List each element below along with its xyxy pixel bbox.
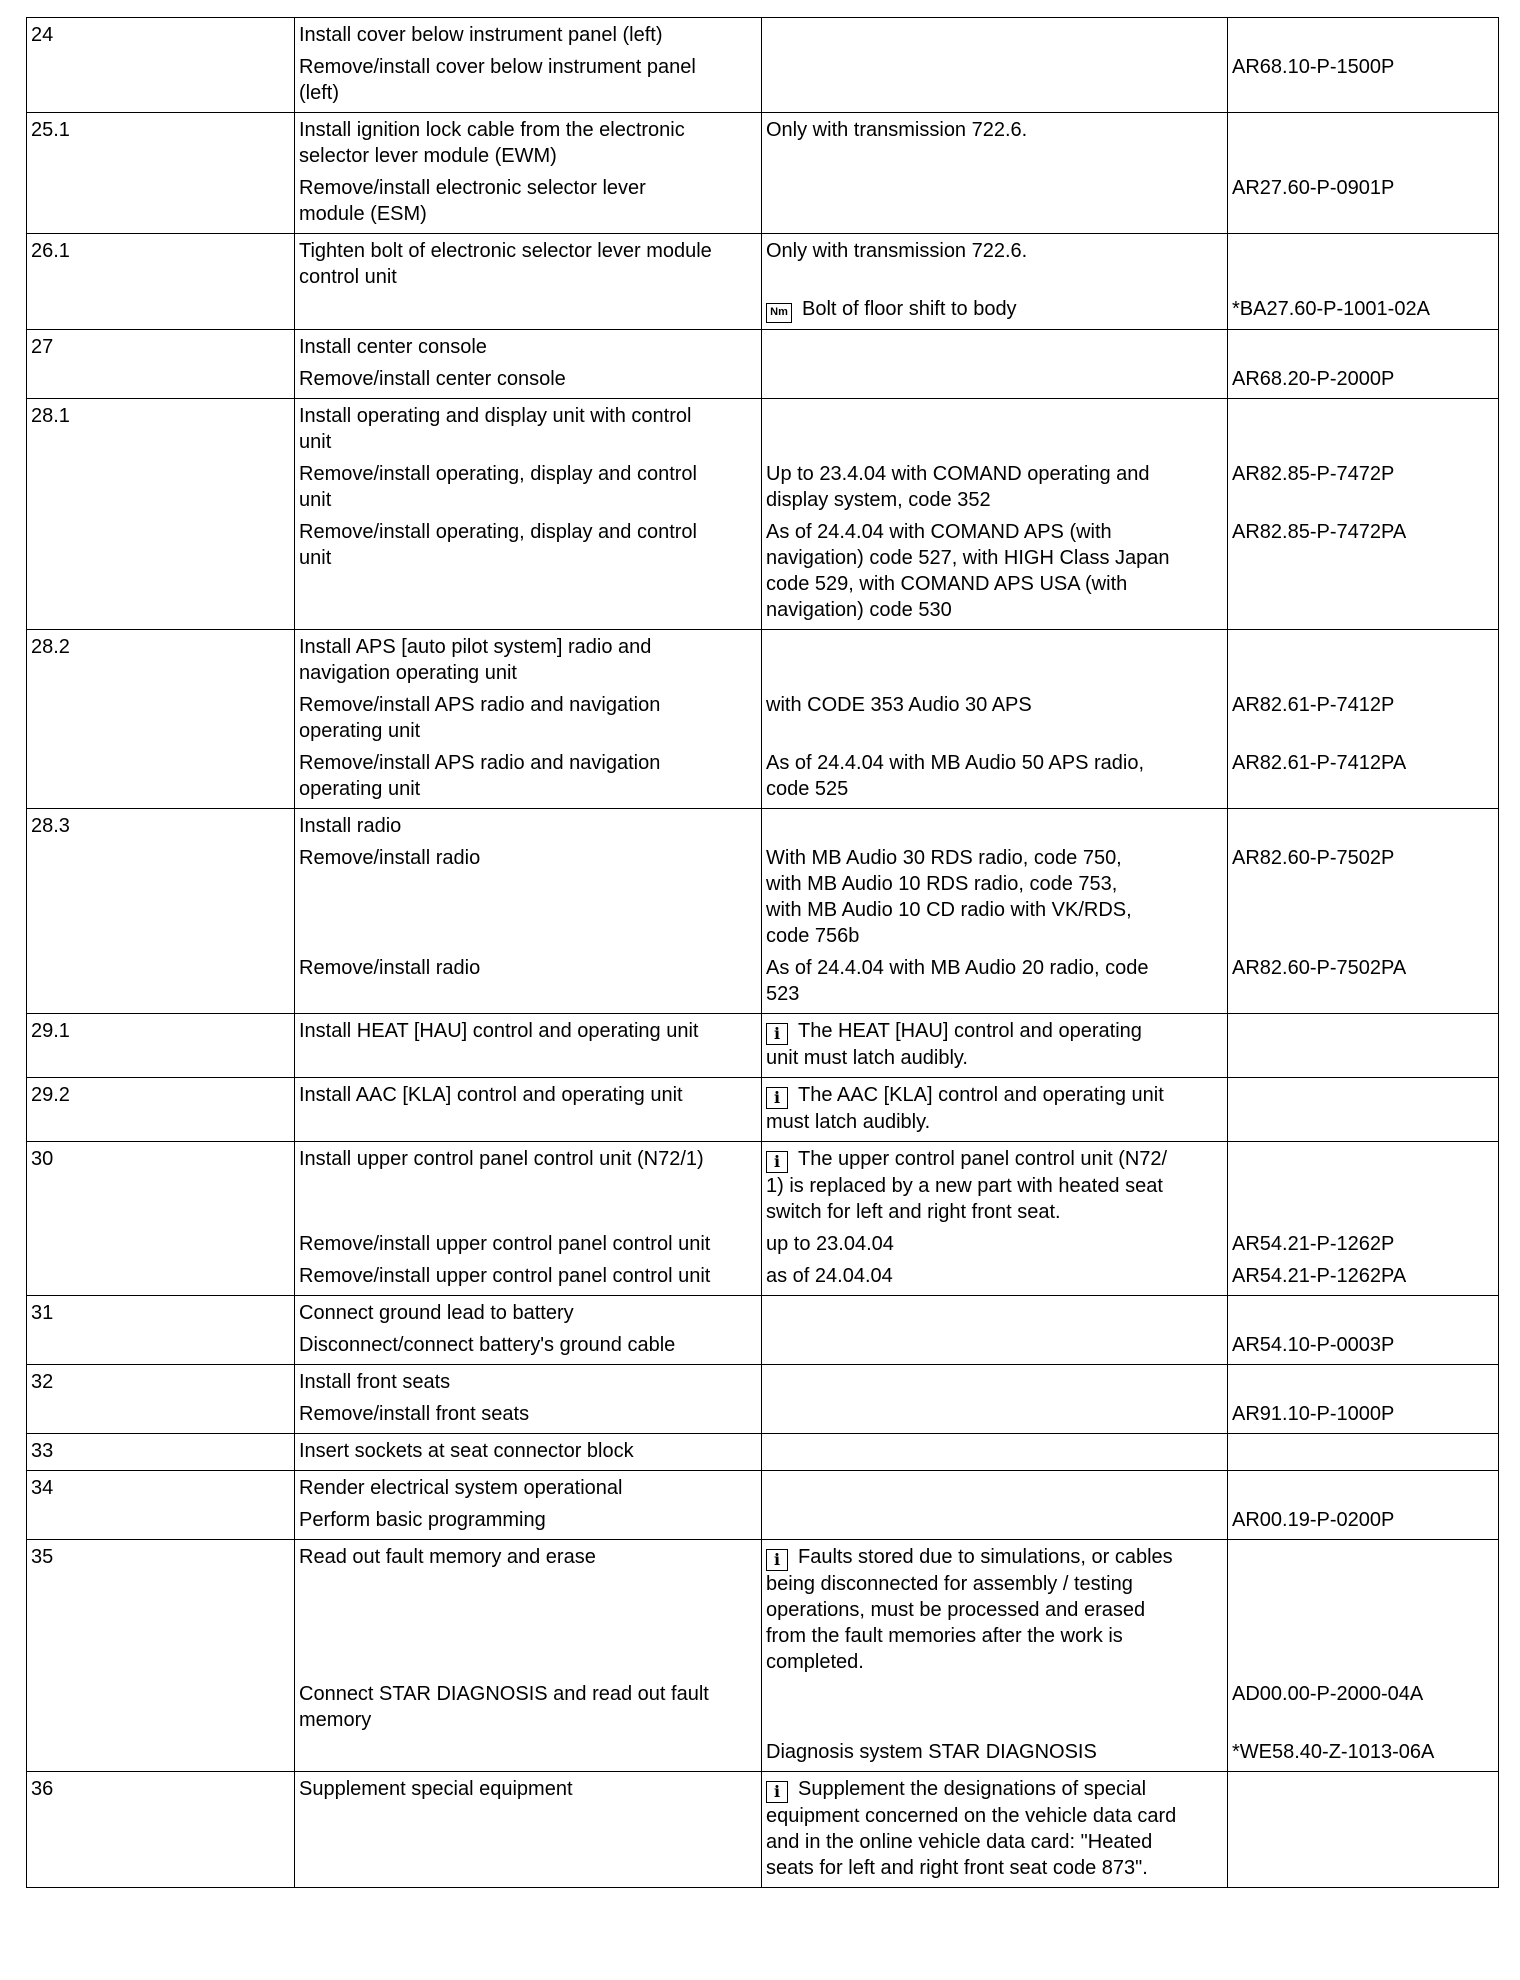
table-row [27,1471,1499,1540]
step-reference-text: AD00.00-P-2000-04A [1232,1683,1424,1705]
step-note [766,461,1223,513]
step-reference [1232,1300,1494,1326]
step-note-text: As of 24.4.04 with COMAND APS (with navigation) code 527, with HIGH Class Japan code 529, with COMAND APS USA (with navigation) code 530 [766,521,1170,621]
step-description [299,1681,757,1733]
step-number: 32 [27,1365,295,1434]
step-note-cell [762,1772,1228,1888]
step-description-cell [295,1014,762,1078]
step-reference [1232,692,1494,744]
step-note-text: Supplement the designations of special equipment concerned on the vehicle data card and in the online vehicle data card: "Heated seats for left and right front seat code 873". [766,1778,1177,1879]
step-note-text: with CODE 353 Audio 30 APS [766,694,1032,716]
step-note [766,1544,1223,1675]
step-description-cell [295,1772,762,1888]
step-note [766,403,1223,455]
step-note [766,1263,1223,1289]
step-description-text: Remove/install electronic selector lever module (ESM) [299,177,646,225]
step-description-cell [295,1471,762,1540]
torque-nm-icon: Nm [766,303,792,323]
step-number: 35 [27,1540,295,1772]
step-note [766,1146,1223,1225]
step-reference [1232,750,1494,802]
step-reference [1232,1739,1494,1765]
step-note [766,366,1223,392]
step-note-text: Only with transmission 722.6. [766,240,1028,262]
step-note [766,117,1223,169]
step-description-cell [295,113,762,234]
step-reference-cell [1228,1296,1499,1365]
step-description [299,1082,757,1135]
step-description-text: Perform basic programming [299,1509,546,1531]
step-description [299,813,757,839]
step-description [299,1739,757,1765]
step-description-text: Install upper control panel control unit (N72/1) [299,1148,704,1170]
step-description [299,1300,757,1326]
step-description [299,845,757,949]
step-description [299,1507,757,1533]
step-reference [1232,296,1494,323]
step-number: 34 [27,1471,295,1540]
step-note-text: Only with transmission 722.6. [766,119,1028,141]
step-note [766,813,1223,839]
step-reference-cell [1228,399,1499,630]
step-description-text: Connect ground lead to battery [299,1302,574,1324]
step-description-text: Remove/install APS radio and navigation operating unit [299,694,661,742]
info-icon: i [766,1549,788,1571]
step-note-text: up to 23.04.04 [766,1233,894,1255]
step-reference [1232,1332,1494,1358]
step-reference [1232,1507,1494,1533]
step-number: 31 [27,1296,295,1365]
step-description [299,22,757,48]
step-note [766,1438,1223,1464]
step-reference [1232,1438,1494,1464]
step-reference-cell [1228,1772,1499,1888]
step-description-cell [295,330,762,399]
step-note [766,519,1223,623]
step-description [299,519,757,623]
step-description [299,1544,757,1675]
step-description [299,1018,757,1071]
info-icon: i [766,1087,788,1109]
step-note-text: The HEAT [HAU] control and operating unit must latch audibly. [766,1020,1142,1069]
step-description [299,175,757,227]
step-note [766,634,1223,686]
step-reference [1232,238,1494,290]
step-description-text: Install center console [299,336,487,358]
table-row [27,1142,1499,1296]
step-number: 28.2 [27,630,295,809]
step-description [299,1146,757,1225]
step-reference-text: AR54.21-P-1262PA [1232,1265,1407,1287]
step-reference-text: *BA27.60-P-1001-02A [1232,298,1430,320]
step-description [299,238,757,290]
step-description-text: Install APS [auto pilot system] radio and navigation operating unit [299,636,652,684]
step-number: 26.1 [27,234,295,330]
step-description-text: Install AAC [KLA] control and operating unit [299,1084,683,1106]
step-reference-text: AR82.61-P-7412P [1232,694,1395,716]
step-description-cell [295,1434,762,1471]
step-number: 24 [27,18,295,113]
step-description-cell [295,1540,762,1772]
step-reference [1232,1681,1494,1733]
table-row [27,1434,1499,1471]
step-description [299,403,757,455]
step-note [766,54,1223,106]
table-row [27,1365,1499,1434]
step-description-cell [295,630,762,809]
step-reference-cell [1228,630,1499,809]
step-note [766,1300,1223,1326]
step-reference [1232,1018,1494,1071]
table-row [27,330,1499,399]
step-reference [1232,1082,1494,1135]
step-reference [1232,1475,1494,1501]
step-reference-cell [1228,18,1499,113]
step-reference [1232,955,1494,1007]
step-description [299,334,757,360]
step-reference-cell [1228,330,1499,399]
step-number: 29.1 [27,1014,295,1078]
step-description-text: Read out fault memory and erase [299,1546,596,1568]
step-reference [1232,22,1494,48]
step-reference-cell [1228,1078,1499,1142]
step-note [766,296,1223,323]
step-note-cell [762,399,1228,630]
procedure-table [26,17,1499,1888]
step-reference-text: AR82.60-P-7502PA [1232,957,1407,979]
step-note [766,1401,1223,1427]
table-row [27,1078,1499,1142]
step-note-cell [762,1142,1228,1296]
step-note [766,334,1223,360]
step-reference-text: AR27.60-P-0901P [1232,177,1395,199]
step-note-text: as of 24.04.04 [766,1265,893,1287]
step-note-text: The AAC [KLA] control and operating unit must latch audibly. [766,1084,1164,1133]
step-description-cell [295,1078,762,1142]
step-reference [1232,634,1494,686]
step-reference-cell [1228,1471,1499,1540]
step-note-text: Up to 23.4.04 with COMAND operating and display system, code 352 [766,463,1150,511]
step-description [299,1401,757,1427]
table-row [27,809,1499,1014]
step-description-cell [295,18,762,113]
step-description-text: Connect STAR DIAGNOSIS and read out fault memory [299,1683,709,1731]
step-description [299,117,757,169]
step-reference [1232,1263,1494,1289]
step-note-cell [762,234,1228,330]
step-note-cell [762,1078,1228,1142]
step-reference [1232,1401,1494,1427]
step-number: 28.1 [27,399,295,630]
step-number: 29.2 [27,1078,295,1142]
step-reference [1232,175,1494,227]
step-note-cell [762,1014,1228,1078]
step-note [766,955,1223,1007]
step-note [766,1332,1223,1358]
step-description-text: Remove/install APS radio and navigation operating unit [299,752,661,800]
step-note-cell [762,18,1228,113]
step-note [766,692,1223,744]
step-reference [1232,813,1494,839]
step-note-text: As of 24.4.04 with MB Audio 20 radio, code 523 [766,957,1149,1005]
step-number: 33 [27,1434,295,1471]
step-reference-text: AR82.60-P-7502P [1232,847,1395,869]
step-number: 25.1 [27,113,295,234]
table-row [27,1540,1499,1772]
step-description-cell [295,399,762,630]
step-reference [1232,54,1494,106]
step-reference-text: AR82.61-P-7412PA [1232,752,1407,774]
step-description-text: Remove/install radio [299,957,481,979]
step-note-text: With MB Audio 30 RDS radio, code 750, with MB Audio 10 RDS radio, code 753, with MB Audio 10 CD radio with VK/RDS, code 756b [766,847,1132,947]
info-icon: i [766,1151,788,1173]
step-number: 30 [27,1142,295,1296]
step-note [766,238,1223,290]
step-note-cell [762,1540,1228,1772]
step-description-text: Remove/install radio [299,847,481,869]
step-note-cell [762,1471,1228,1540]
step-description-text: Remove/install cover below instrument panel (left) [299,56,696,104]
step-note [766,175,1223,227]
step-reference-cell [1228,1540,1499,1772]
step-description [299,692,757,744]
step-note-text: The upper control panel control unit (N72/ 1) is replaced by a new part with heated seat switch for left and right front seat. [766,1148,1168,1223]
step-reference [1232,1544,1494,1675]
step-note [766,1018,1223,1071]
step-description-text: Install radio [299,815,402,837]
step-note-text: As of 24.4.04 with MB Audio 50 APS radio, code 525 [766,752,1145,800]
step-description [299,1438,757,1464]
step-description-text: Remove/install operating, display and control unit [299,521,697,569]
step-note-text: Faults stored due to simulations, or cables being disconnected for assembly / testing operations, must be processed and erased from the fault memories after the work is completed. [766,1546,1173,1673]
step-reference-text: AR82.85-P-7472PA [1232,521,1407,543]
table-row [27,113,1499,234]
step-reference-cell [1228,234,1499,330]
step-description [299,1231,757,1257]
step-description-text: Supplement special equipment [299,1778,573,1800]
step-description [299,750,757,802]
step-note-cell [762,1434,1228,1471]
step-reference [1232,1231,1494,1257]
step-note-cell [762,809,1228,1014]
table-row [27,234,1499,330]
step-description-text: Remove/install operating, display and control unit [299,463,697,511]
step-description-text: Install HEAT [HAU] control and operating unit [299,1020,699,1042]
step-description [299,296,757,323]
step-description-text: Remove/install center console [299,368,566,390]
info-icon: i [766,1781,788,1803]
step-description-text: Remove/install front seats [299,1403,530,1425]
step-description-cell [295,1365,762,1434]
step-description [299,955,757,1007]
table-row [27,1772,1499,1888]
step-note-text: Bolt of floor shift to body [802,298,1017,320]
step-reference [1232,845,1494,949]
step-reference [1232,366,1494,392]
table-row [27,1296,1499,1365]
step-reference-text: AR00.19-P-0200P [1232,1509,1395,1531]
step-number: 36 [27,1772,295,1888]
step-reference-text: AR54.21-P-1262P [1232,1233,1395,1255]
step-reference [1232,461,1494,513]
step-note [766,1082,1223,1135]
step-note [766,750,1223,802]
step-number: 28.3 [27,809,295,1014]
step-reference-text: AR68.10-P-1500P [1232,56,1395,78]
step-note [766,1507,1223,1533]
table-row [27,1014,1499,1078]
step-reference-text: AR54.10-P-0003P [1232,1334,1395,1356]
table-row [27,399,1499,630]
step-description-text: Install cover below instrument panel (left) [299,24,663,46]
step-reference-text: AR68.20-P-2000P [1232,368,1395,390]
step-reference [1232,403,1494,455]
step-note-cell [762,1365,1228,1434]
step-reference-cell [1228,1434,1499,1471]
step-note [766,1369,1223,1395]
step-note [766,1475,1223,1501]
step-description-cell [295,1296,762,1365]
step-reference-cell [1228,1365,1499,1434]
table-row [27,18,1499,113]
step-reference [1232,1369,1494,1395]
step-description-text: Remove/install upper control panel control unit [299,1265,711,1287]
step-description-cell [295,1142,762,1296]
step-note [766,1739,1223,1765]
step-description [299,1776,757,1881]
step-note-cell [762,330,1228,399]
step-description [299,461,757,513]
step-reference-cell [1228,1142,1499,1296]
step-description-text: Tighten bolt of electronic selector lever module control unit [299,240,712,288]
table-row [27,630,1499,809]
step-description-cell [295,809,762,1014]
step-description-text: Install front seats [299,1371,451,1393]
step-note-cell [762,113,1228,234]
step-reference-text: AR91.10-P-1000P [1232,1403,1395,1425]
step-reference-cell [1228,113,1499,234]
step-reference-text: *WE58.40-Z-1013-06A [1232,1741,1435,1763]
step-reference [1232,334,1494,360]
procedure-table-body [27,18,1499,1888]
step-description-text: Install operating and display unit with control unit [299,405,692,453]
step-description-text: Disconnect/connect battery's ground cable [299,1334,676,1356]
step-reference-cell [1228,809,1499,1014]
step-reference [1232,1776,1494,1881]
step-description-text: Render electrical system operational [299,1477,623,1499]
step-note-cell [762,1296,1228,1365]
step-number: 27 [27,330,295,399]
step-note-text: Diagnosis system STAR DIAGNOSIS [766,1741,1097,1763]
step-description [299,54,757,106]
step-description-cell [295,234,762,330]
step-description [299,634,757,686]
step-note [766,22,1223,48]
step-description [299,1369,757,1395]
step-description [299,1263,757,1289]
step-note [766,1231,1223,1257]
step-note [766,1681,1223,1733]
step-reference-cell [1228,1014,1499,1078]
step-note-cell [762,630,1228,809]
step-description [299,1332,757,1358]
step-description-text: Remove/install upper control panel control unit [299,1233,711,1255]
step-description-text: Insert sockets at seat connector block [299,1440,634,1462]
step-note [766,1776,1223,1881]
step-description [299,1475,757,1501]
info-icon: i [766,1023,788,1045]
step-reference-text: AR82.85-P-7472P [1232,463,1395,485]
step-description [299,366,757,392]
step-reference [1232,117,1494,169]
step-note [766,845,1223,949]
step-description-text: Install ignition lock cable from the electronic selector lever module (EWM) [299,119,685,167]
step-reference [1232,519,1494,623]
step-reference [1232,1146,1494,1225]
